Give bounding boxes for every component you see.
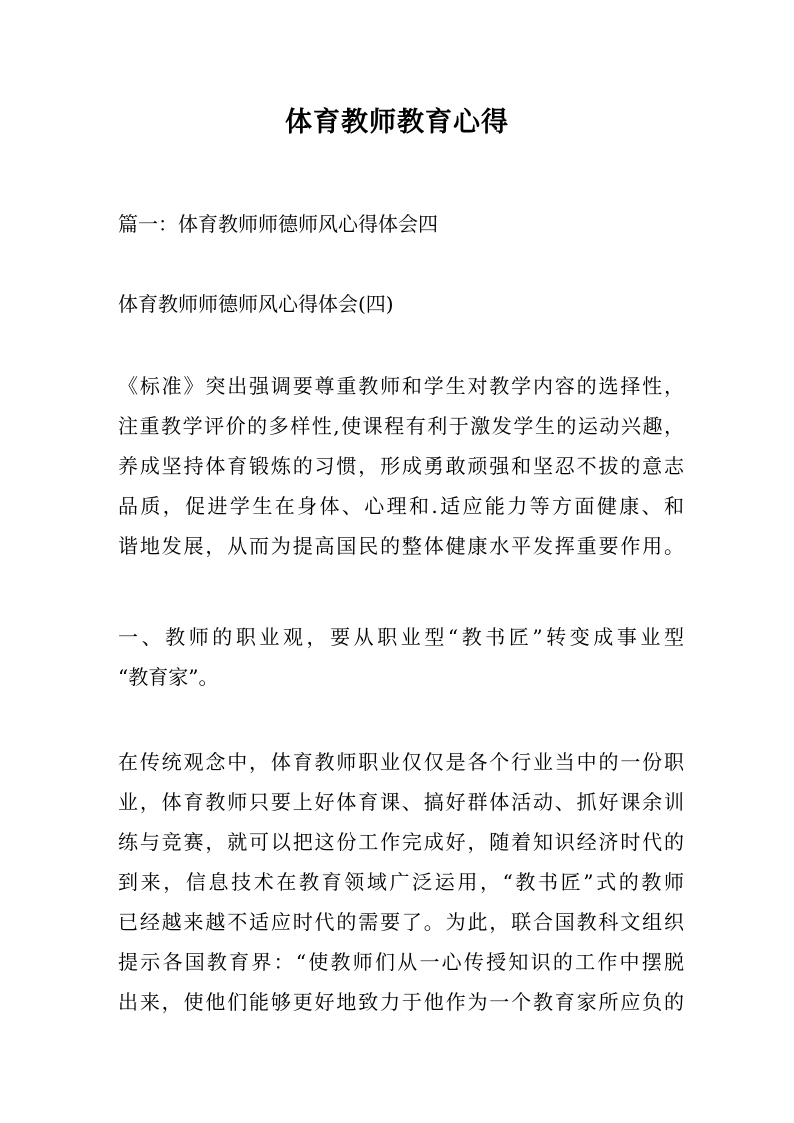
paragraph-line: 品质，促进学生在身体、心理和.适应能力等方面健康、和 bbox=[118, 494, 684, 518]
document-title: 体育教师教育心得 bbox=[285, 107, 509, 138]
paragraph-line: 谐地发展，从而为提高国民的整体健康水平发挥重要作用。 bbox=[118, 534, 684, 558]
subheading: 体育教师师德师风心得体会(四) bbox=[118, 292, 394, 316]
section-heading: 篇一：体育教师师德师风心得体会四 bbox=[118, 212, 438, 236]
paragraph-line: 已经越来越不适应时代的需要了。为此，联合国教科文组织 bbox=[118, 910, 684, 934]
paragraph-2 bbox=[118, 742, 684, 1022]
paragraph-line: 养成坚持体育锻炼的习惯，形成勇敢顽强和坚忍不拔的意志 bbox=[118, 454, 684, 478]
paragraph-line: 出来，使他们能够更好地致力于他作为一个教育家所应负的 bbox=[118, 990, 684, 1014]
paragraph-line: 《标准》突出强调要尊重教师和学生对教学内容的选择性， bbox=[118, 374, 684, 398]
paragraph-line: 提示各国教育界：“使教师们从一心传授知识的工作中摆脱 bbox=[118, 950, 684, 974]
paragraph-line: 注重教学评价的多样性,使课程有利于激发学生的运动兴趣， bbox=[118, 414, 684, 438]
paragraph-line: “教育家”。 bbox=[118, 665, 219, 689]
paragraph-line: 在传统观念中，体育教师职业仅仅是各个行业当中的一份职 bbox=[118, 750, 684, 774]
paragraph-line: 到来，信息技术在教育领域广泛运用，“教书匠”式的教师 bbox=[118, 870, 684, 894]
point-1 bbox=[118, 617, 684, 697]
paragraph-line: 练与竞赛，就可以把这份工作完成好，随着知识经济时代的 bbox=[118, 830, 684, 854]
paragraph-line: 业，体育教师只要上好体育课、搞好群体活动、抓好课余训 bbox=[118, 790, 684, 814]
paragraph-1 bbox=[118, 366, 684, 566]
paragraph-line: 一、教师的职业观，要从职业型“教书匠”转变成事业型 bbox=[118, 625, 684, 649]
